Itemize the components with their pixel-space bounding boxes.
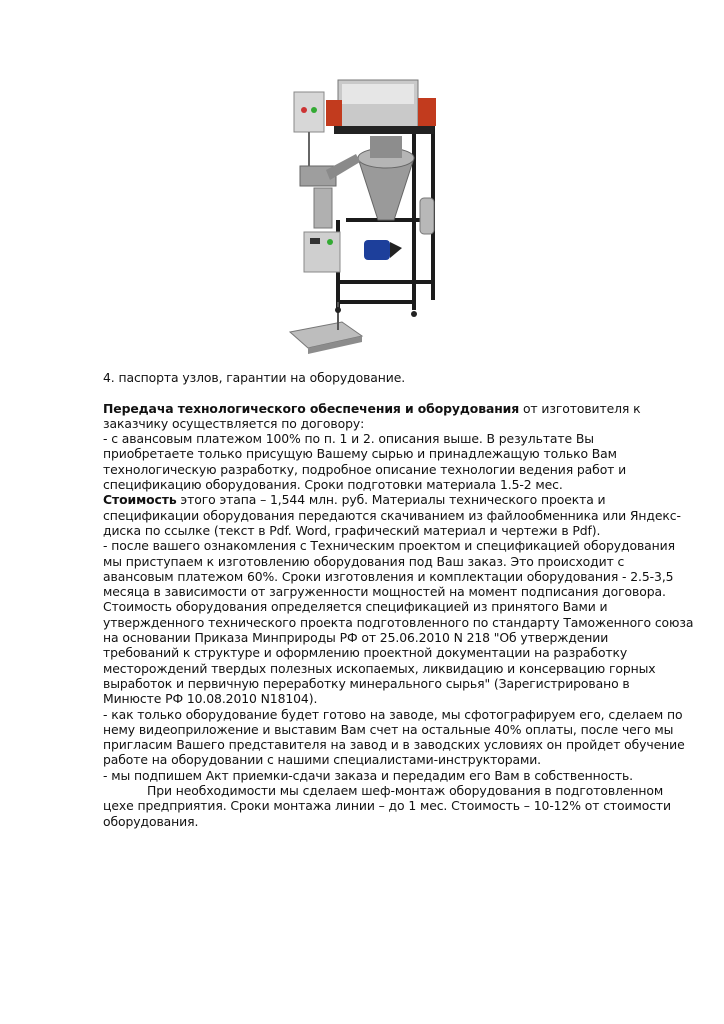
text-line: работе на оборудовании с нашими специалистами-инструкторами. — [103, 752, 542, 768]
paragraph-1-line-1 — [103, 401, 683, 416]
text-line: диска по ссылке (текст в Pdf. Word, графический материал и чертежи в Pdf). — [103, 522, 601, 538]
paragraph-2-line-1 — [103, 492, 683, 507]
text-line: оборудования. — [103, 813, 199, 829]
text-line: пригласим Вашего представителя на завод и в заводских условиях он пройдет обучение — [103, 737, 685, 753]
text-line: спецификацию оборудования. Сроки подготовки материала 1.5-2 мес. — [103, 477, 563, 493]
text-line: - как только оборудование будет готово на заводе, мы сфотографируем его, сделаем по — [103, 706, 683, 722]
text-line: на основании Приказа Минприроды РФ от 25.06.2010 N 218 "Об утверждении — [103, 630, 609, 646]
text-line: Минюсте РФ 10.08.2010 N18104). — [103, 691, 318, 707]
text-line: месяца в зависимости от загруженности мощностей на момент подписания договора. — [103, 584, 666, 600]
text-line: авансовым платежом 60%. Сроки изготовления и комплектации оборудования - 2.5-3,5 — [103, 568, 674, 584]
text-line: выработок и первичную переработку минерального сырья" (Зарегистрировано в — [103, 675, 630, 691]
text-line: технологическую разработку, подробное описание технологии ведения работ и — [103, 461, 627, 477]
text-line: - мы подпишем Акт приемки-сдачи заказа и передадим его Вам в собственность. — [103, 767, 633, 783]
item-4: 4. паспорта узлов, гарантии на оборудование. — [103, 370, 406, 385]
paragraph-2-heading: Стоимость — [103, 492, 177, 508]
text-line: - с авансовым платежом 100% по п. 1 и 2. описания выше. В результате Вы — [103, 431, 594, 447]
text-line: спецификации оборудования передаются скачиванием из файлообменника или Яндекс- — [103, 507, 681, 523]
text-line: Стоимость оборудования определяется спецификацией из принятого Вами и — [103, 599, 608, 615]
text-line: утвержденного технического проекта подготовленного по стандарту Таможенного союза — [103, 614, 694, 630]
text-line: требований к структуре и оформлению проектной документации на разработку — [103, 645, 628, 661]
paragraph-3-line-1: При необходимости мы сделаем шеф-монтаж оборудования в подготовленном — [147, 783, 664, 799]
text-line: цехе предприятия. Сроки монтажа линии – до 1 мес. Стоимость – 10-12% от стоимости — [103, 798, 671, 814]
paragraph-1-line-1-rest: от изготовителя к — [519, 400, 641, 416]
text-line: заказчику осуществляется по договору: — [103, 415, 365, 431]
equipment-photo — [286, 70, 446, 360]
paragraph-2-line-1-rest: этого этапа – 1,544 млн. руб. Материалы технического проекта и — [176, 492, 606, 508]
text-line: мы приступаем к изготовлению оборудования под Ваш заказ. Это происходит с — [103, 553, 625, 569]
document-body — [103, 370, 694, 829]
text-line: месторождений твердых полезных ископаемых, ликвидацию и консервацию горных — [103, 660, 656, 676]
text-line: - после вашего ознакомления с Техническим проектом и спецификацией оборудования — [103, 538, 675, 554]
text-line: приобретаете только присущую Вашему сырью и принадлежащую только Вам — [103, 446, 617, 462]
text-line: нему видеоприложение и выставим Вам счет на остальные 40% оплаты, после чего мы — [103, 721, 674, 737]
paragraph-1-heading: Передача технологического обеспечения и оборудования — [103, 400, 520, 416]
